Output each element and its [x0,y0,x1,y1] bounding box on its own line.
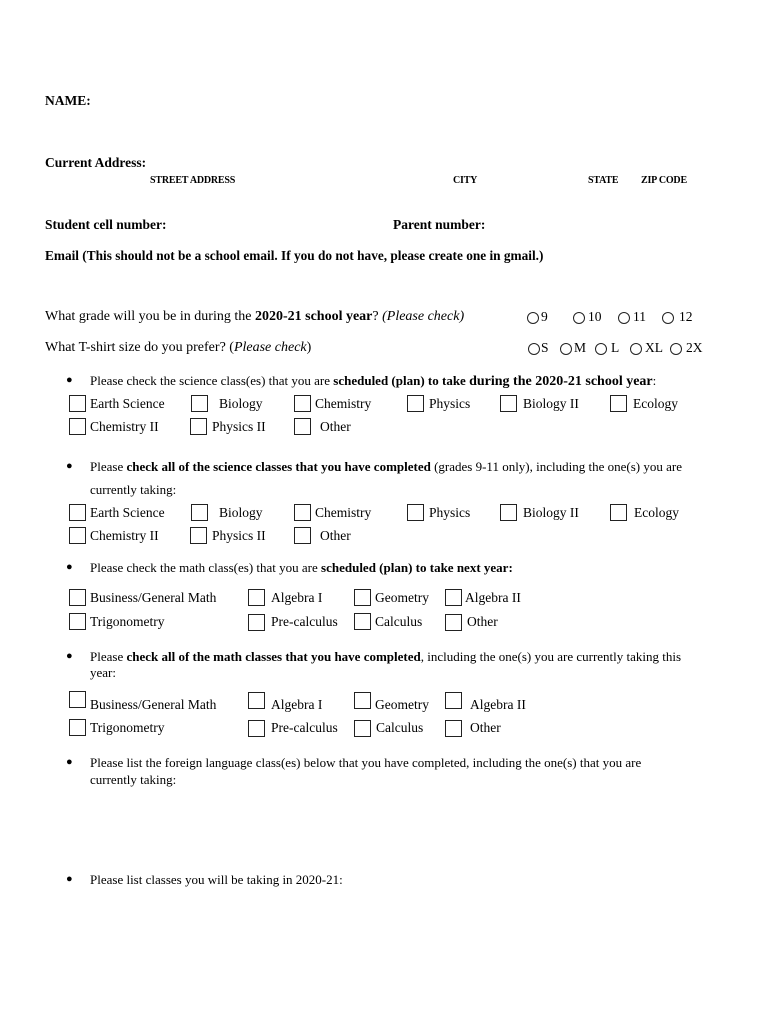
math-scheduled-pre-calculus-label: Pre-calculus [271,614,338,629]
math-scheduled-business-math-checkbox[interactable] [69,589,86,606]
science-completed-ecology-checkbox[interactable] [610,504,627,521]
math-scheduled-trigonometry-label: Trigonometry [90,614,165,629]
math-scheduled-geometry-checkbox[interactable] [354,589,371,606]
student-cell-label: Student cell number: [45,217,167,232]
science-completed-physics-ii-label: Physics II [212,528,266,543]
shirt-question: What T-shirt size do you prefer? (Please check) [45,340,312,355]
shirt-xl-label: XL [645,340,663,355]
science-scheduled-biology-checkbox[interactable] [191,395,208,412]
shirt-s-radio[interactable] [528,343,540,355]
science-scheduled-physics-ii-checkbox[interactable] [190,418,207,435]
bullet-icon: ● [66,374,73,386]
bullet-icon: ● [66,756,73,768]
zip-code-caption: ZIP CODE [641,175,687,186]
math-completed-business-math-label: Business/General Math [90,697,217,712]
science-completed-chemistry-ii-label: Chemistry II [90,528,159,543]
science-scheduled-other-label: Other [320,419,351,434]
science-scheduled-ecology-label: Ecology [633,396,678,411]
name-label: NAME: [45,93,91,108]
science-scheduled-chemistry-label: Chemistry [315,396,372,411]
math-completed-business-math-checkbox[interactable] [69,691,86,708]
science-completed-biology-ii-label: Biology II [523,505,579,520]
grade-11-radio[interactable] [618,312,630,324]
bullet-icon: ● [66,561,73,573]
shirt-l-radio[interactable] [595,343,607,355]
science-completed-physics-label: Physics [429,505,471,520]
math-completed-question: Please check all of the math classes that you have completed, including the one(s) you are currently taking this [90,649,682,664]
parent-number-label: Parent number: [393,217,486,232]
bullet-icon: ● [66,650,73,662]
science-completed-chemistry-checkbox[interactable] [294,504,311,521]
science-scheduled-other-checkbox[interactable] [294,418,311,435]
math-completed-algebra-ii-label: Algebra II [470,697,526,712]
science-completed-physics-ii-checkbox[interactable] [190,527,207,544]
math-scheduled-algebra-ii-label: Algebra II [465,590,521,605]
math-completed-calculus-label: Calculus [376,720,424,735]
shirt-m-radio[interactable] [560,343,572,355]
foreign-language-question-line2: currently taking: [90,772,177,787]
grade-12-label: 12 [679,309,693,324]
grade-9-radio[interactable] [527,312,539,324]
math-completed-other-checkbox[interactable] [445,720,462,737]
science-scheduled-ecology-checkbox[interactable] [610,395,627,412]
grade-9-label: 9 [541,309,548,324]
math-scheduled-calculus-checkbox[interactable] [354,613,371,630]
bullet-icon: ● [66,460,73,472]
grade-10-radio[interactable] [573,312,585,324]
math-scheduled-geometry-label: Geometry [375,590,429,605]
math-scheduled-business-math-label: Business/General Math [90,590,217,605]
shirt-l-label: L [611,340,620,355]
math-completed-algebra-i-label: Algebra I [271,697,323,712]
science-scheduled-physics-checkbox[interactable] [407,395,424,412]
next-year-classes-question: Please list classes you will be taking in 2020-21: [90,872,343,887]
math-scheduled-question: Please check the math class(es) that you are scheduled (plan) to take next year: [90,560,513,575]
state-caption: STATE [588,175,619,186]
science-completed-biology-checkbox[interactable] [191,504,208,521]
science-completed-chemistry-label: Chemistry [315,505,372,520]
science-scheduled-question: Please check the science class(es) that you are scheduled (plan) to take during the 2020-21 school year: [90,373,657,389]
science-scheduled-earth-science-label: Earth Science [90,396,165,411]
email-label: Email (This should not be a school email. If you do not have, please create one in gmail.) [45,248,544,263]
science-scheduled-chemistry-checkbox[interactable] [294,395,311,412]
science-scheduled-biology-label: Biology [219,396,263,411]
shirt-2x-label: 2X [686,340,703,355]
science-completed-other-label: Other [320,528,351,543]
science-completed-biology-label: Biology [219,505,263,520]
math-completed-trigonometry-checkbox[interactable] [69,719,86,736]
science-completed-chemistry-ii-checkbox[interactable] [69,527,86,544]
shirt-2x-radio[interactable] [670,343,682,355]
foreign-language-question: Please list the foreign language class(es) below that you have completed, including the one(s) that you are [90,755,642,770]
address-label: Current Address: [45,155,147,170]
science-scheduled-biology-ii-checkbox[interactable] [500,395,517,412]
math-completed-geometry-checkbox[interactable] [354,692,371,709]
math-completed-other-label: Other [470,720,501,735]
math-completed-pre-calculus-checkbox[interactable] [248,720,265,737]
math-scheduled-calculus-label: Calculus [375,614,423,629]
math-completed-trigonometry-label: Trigonometry [90,720,165,735]
science-completed-physics-checkbox[interactable] [407,504,424,521]
street-address-caption: STREET ADDRESS [150,175,236,186]
shirt-xl-radio[interactable] [630,343,642,355]
math-scheduled-pre-calculus-checkbox[interactable] [248,614,265,631]
science-completed-earth-science-checkbox[interactable] [69,504,86,521]
science-scheduled-biology-ii-label: Biology II [523,396,579,411]
science-scheduled-chemistry-ii-checkbox[interactable] [69,418,86,435]
math-completed-algebra-i-checkbox[interactable] [248,692,265,709]
math-scheduled-other-checkbox[interactable] [445,614,462,631]
science-completed-question: Please check all of the science classes that you have completed (grades 9-11 only), including the one(s) you are [90,459,682,474]
science-completed-other-checkbox[interactable] [294,527,311,544]
science-scheduled-earth-science-checkbox[interactable] [69,395,86,412]
grade-question: What grade will you be in during the 2020-21 school year? (Please check) [45,309,465,324]
math-completed-pre-calculus-label: Pre-calculus [271,720,338,735]
science-completed-question-line2: currently taking: [90,482,177,497]
math-completed-question-line2: year: [90,665,116,680]
bullet-icon: ● [66,873,73,885]
science-scheduled-physics-label: Physics [429,396,471,411]
grade-12-radio[interactable] [662,312,674,324]
science-completed-biology-ii-checkbox[interactable] [500,504,517,521]
shirt-m-label: M [574,340,587,355]
city-caption: CITY [453,175,478,186]
grade-11-label: 11 [633,309,646,324]
math-completed-algebra-ii-checkbox[interactable] [445,692,462,709]
math-scheduled-algebra-ii-checkbox[interactable] [445,589,462,606]
shirt-s-label: S [541,340,549,355]
math-scheduled-trigonometry-checkbox[interactable] [69,613,86,630]
grade-10-label: 10 [588,309,602,324]
math-scheduled-algebra-i-checkbox[interactable] [248,589,265,606]
science-completed-ecology-label: Ecology [634,505,679,520]
science-scheduled-physics-ii-label: Physics II [212,419,266,434]
math-completed-calculus-checkbox[interactable] [354,720,371,737]
math-completed-geometry-label: Geometry [375,697,429,712]
science-completed-earth-science-label: Earth Science [90,505,165,520]
math-scheduled-other-label: Other [467,614,498,629]
science-scheduled-chemistry-ii-label: Chemistry II [90,419,159,434]
math-scheduled-algebra-i-label: Algebra I [271,590,323,605]
